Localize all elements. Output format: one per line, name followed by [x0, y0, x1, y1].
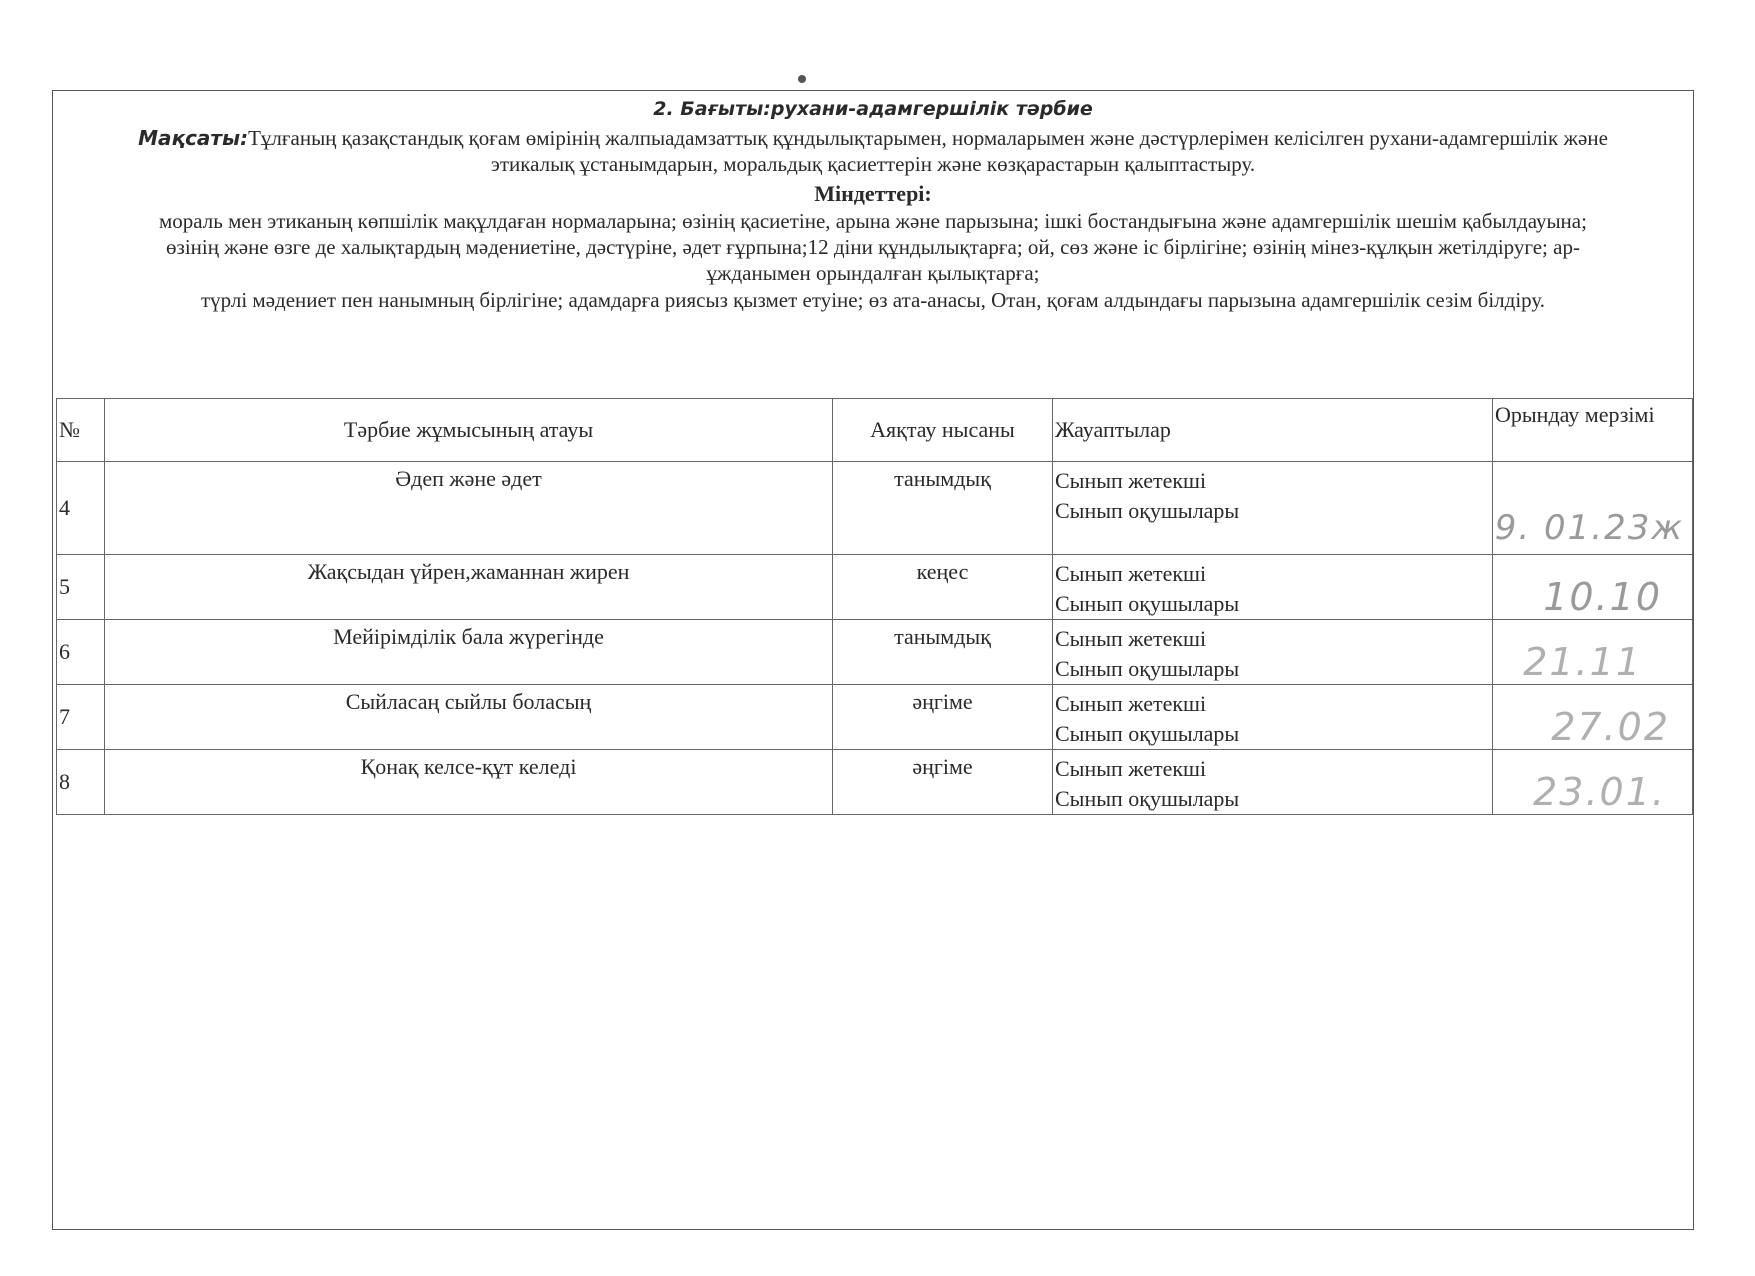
- row-num: 5: [57, 555, 105, 620]
- row-title: Қонақ келсе-құт келеді: [105, 750, 833, 815]
- row-date-cell: [1493, 462, 1693, 555]
- row-responsible: [1053, 620, 1493, 685]
- row-form: кеңес: [833, 555, 1053, 620]
- responsible-teacher: Сынып жетекші: [1055, 691, 1207, 716]
- handwritten-date: 9. 01.23ж: [1494, 508, 1684, 548]
- handwritten-date: 21.11: [1523, 640, 1642, 684]
- plan-header: [58, 98, 1688, 313]
- task-item: өзінің және өзге де халықтардың мәдениетіне, дәстүріне, әдет ғұрпына;12 діни құндылықтарға; ой, сөз және іс бірлігіне; өзінің мінез-құлқын жетілдіруге; ар-ұжданымен орындалған қылықтарға;: [166, 235, 1580, 286]
- header-responsible: Жауаптылар: [1053, 399, 1493, 462]
- responsible-students: Сынып оқушылары: [1055, 785, 1240, 811]
- responsible-students: Сынып оқушылары: [1055, 720, 1240, 746]
- row-title: Жақсыдан үйрен,жаманнан жирен: [105, 555, 833, 620]
- handwritten-date: 27.02: [1551, 705, 1670, 749]
- row-date-cell: [1493, 620, 1693, 685]
- table-row: [57, 685, 1693, 750]
- row-num: 4: [57, 462, 105, 555]
- row-title: Әдеп және әдет: [105, 462, 833, 555]
- task-item: мораль мен этиканың көпшілік мақұлдаған нормаларына; өзінің қасиетіне, арына және парызына; ішкі бостандығына және адамгершілік шешім қабылдауына;: [159, 208, 1587, 233]
- responsible-students: Сынып оқушылары: [1055, 590, 1240, 616]
- responsible-teacher: Сынып жетекші: [1055, 561, 1207, 586]
- table-header-row: [57, 399, 1693, 462]
- responsible-students: Сынып оқушылары: [1055, 497, 1240, 523]
- row-form: әңгіме: [833, 750, 1053, 815]
- goal-paragraph: [58, 125, 1688, 178]
- row-responsible: [1053, 555, 1493, 620]
- row-title: Мейірімділік бала жүрегінде: [105, 620, 833, 685]
- goal-label: Мақсаты:: [138, 125, 249, 150]
- direction-title: 2. Бағыты:рухани-адамгершілік тәрбие: [653, 98, 1093, 120]
- task-item: түрлі мәдениет пен нанымның бірлігіне; адамдарға риясыз қызмет етуіне; өз ата-анасы, Отан, қоғам алдындағы парызына адамгершілік сезім білдіру.: [200, 287, 1546, 312]
- row-date-cell: [1493, 555, 1693, 620]
- table-row: [57, 620, 1693, 685]
- handwritten-date: 10.10: [1543, 575, 1662, 619]
- goal-text: Тұлғаның қазақстандық қоғам өмірінің жалпыадамзаттық құндылықтарымен, нормаларымен және дәстүрлерімен келісілген рухани-адамгершілік және этикалық ұстанымдарын, моральдық қасиеттерін және көзқарастарын қалыптастыру.: [248, 125, 1608, 176]
- row-title: Сыйласаң сыйлы боласың: [105, 685, 833, 750]
- handwritten-date: 23.01.: [1533, 770, 1666, 814]
- row-num: 7: [57, 685, 105, 750]
- row-date-cell: [1493, 685, 1693, 750]
- header-date: Орындау мерзімі: [1493, 399, 1693, 462]
- header-num: №: [57, 399, 105, 462]
- page-dot: [798, 75, 806, 83]
- header-title: Тәрбие жұмысының атауы: [105, 399, 833, 462]
- responsible-teacher: Сынып жетекші: [1055, 468, 1207, 493]
- responsible-students: Сынып оқушылары: [1055, 655, 1240, 681]
- header-form: Аяқтау нысаны: [833, 399, 1053, 462]
- table-row: [57, 555, 1693, 620]
- row-form: әңгіме: [833, 685, 1053, 750]
- tasks-title: Міндеттері:: [814, 181, 932, 207]
- row-responsible: [1053, 462, 1493, 555]
- responsible-teacher: Сынып жетекші: [1055, 626, 1207, 651]
- row-responsible: [1053, 685, 1493, 750]
- row-date-cell: [1493, 750, 1693, 815]
- row-form: танымдық: [833, 462, 1053, 555]
- row-num: 6: [57, 620, 105, 685]
- responsible-teacher: Сынып жетекші: [1055, 756, 1207, 781]
- row-responsible: [1053, 750, 1493, 815]
- row-form: танымдық: [833, 620, 1053, 685]
- plan-table: [56, 398, 1693, 815]
- row-num: 8: [57, 750, 105, 815]
- table-row: [57, 462, 1693, 555]
- table-row: [57, 750, 1693, 815]
